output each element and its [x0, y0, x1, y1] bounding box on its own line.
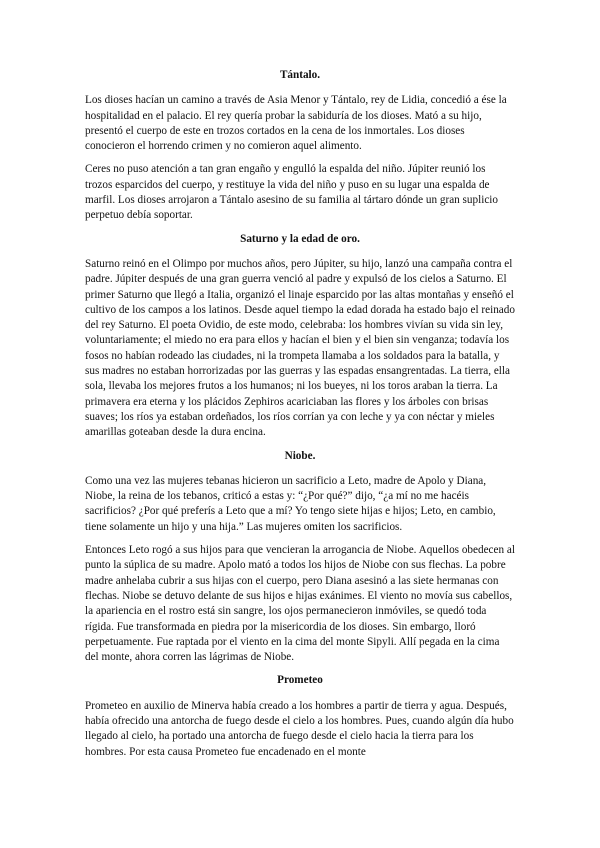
paragraph: Los dioses hacían un camino a través de Asia Menor y Tántalo, rey de Lidia, concedió a ése la hospitalidad en el palacio. El rey quería probar la sabiduría de los dioses. Mató a su hijo, presentó el cuerpo de este en trozos cortados en la cena de los inmortales. Los dioses conocieron el horrendo crimen y no comieron aquel alimento. — [85, 94, 507, 153]
section-title: Niobe. — [284, 449, 316, 462]
section-niobe — [85, 449, 515, 666]
section-tantalo — [85, 68, 515, 224]
section-title: Saturno y la edad de oro. — [240, 232, 360, 245]
paragraph: Ceres no puso atención a tan gran engaño y engulló la espalda del niño. Júpiter reunió los trozos esparcidos del cuerpo, y restituye la vida del niño y puso en su lugar una espalda de marfil. Los dioses arrojaron a Tántalo asesino de su familia al tártaro dónde un gran suplicio perpetuo debía soportar. — [85, 163, 498, 222]
section-title: Tántalo. — [279, 69, 321, 81]
paragraph: Saturno reinó en el Olimpo por muchos años, pero Júpiter, su hijo, lanzó una campaña contra el padre. Júpiter después de una gran guerra venció al padre y expulsó de los cielos a Saturno. El primer Saturno que llegó a Italia, organizó el linaje esparcido por las altas montañas y enseñó el cultivo de los campos a los latinos. Desde aquel tiempo la edad dorada ha estado bajo el reinado del rey Saturno. El poeta Ovidio, de este modo, celebraba: los hombres vivían su vida sin ley, voluntariamente; el miedo no era para ellos y hacían el bien y el bien sin venganza; todavía los fosos no habían rodeado las ciudades, ni la trompeta llamaba a los soldados para la batalla, y sus madres no estaban horrorizadas por las guerras y las espadas ensangrentadas. La tierra, ella sola, llevaba los mejores frutos a los humanos; ni los bueyes, ni los toros araban la tierra. La primavera era eterna y los plácidos Zephiros acariciaban las flores y los árboles con brisas suaves; los ríos ya estaban ordeñados, los ríos corrían ya con leche y ya con néctar y mieles amarillas goteaban desde la dura encina. — [85, 257, 515, 439]
paragraph: Prometeo en auxilio de Minerva había creado a los hombres a partir de tierra y agua. Después, había ofrecido una antorcha de fuego desde el cielo a los hombres. Pues, cuando algún día hubo llegado al cielo, ha portado una antorcha de fuego desde el cielo hacia la tierra para los hombres. Por esta causa Prometeo fue encadenado en el monte — [85, 699, 514, 758]
document-page — [85, 68, 515, 768]
section-title: Prometeo — [277, 674, 323, 687]
section-saturno — [85, 232, 515, 441]
paragraph: Entonces Leto rogó a sus hijos para que vencieran la arrogancia de Niobe. Aquellos obedecen al punto la súplica de su madre. Apolo mató a todos los hijos de Niobe con sus flechas. La pobre madre anhelaba cubrir a sus hijas con el cuerpo, pero Diana asesinó a las siete hermanas con flechas. Niobe se detuvo delante de sus hijos e hijas exánimes. El viento no movía sus cabellos, la apariencia en el rostro está sin sangre, los ojos permanecieron inmóviles, se quedó toda rígida. Fue transformada en piedra por la misericordia de los dioses. Sin embargo, lloró perpetuamente. Fue raptada por el viento en la cima del monte Sipyli. Allí pegada en la cima del monte, ahora corren las lágrimas de Niobe. — [85, 544, 515, 664]
section-prometeo — [85, 673, 515, 759]
paragraph: Como una vez las mujeres tebanas hicieron un sacrificio a Leto, madre de Apolo y Diana, Niobe, la reina de los tebanos, criticó a estas y: “¿Por qué?” dijo, “¿a mí no me hacéis sacrificios? ¿Por qué preferís a Leto que a mí? Yo tengo siete hijas e hijos; Leto, en cambio, tiene solamente un hijo y una hija.” Las mujeres omiten los sacrificios. — [85, 474, 496, 533]
